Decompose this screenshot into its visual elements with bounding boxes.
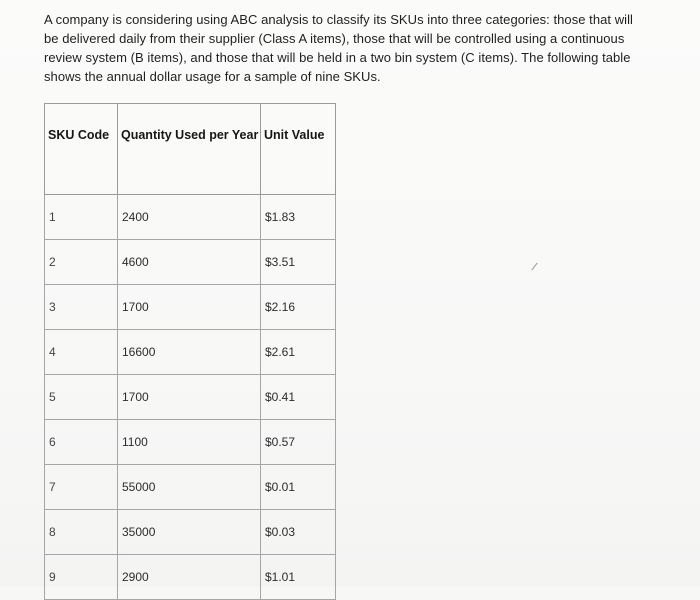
unit-value-cell: $0.03 <box>261 510 336 555</box>
table-body <box>45 195 336 600</box>
quantity-cell: 2900 <box>118 555 261 600</box>
unit-value-cell: $2.61 <box>261 330 336 375</box>
table-row <box>45 285 336 330</box>
quantity-cell: 1100 <box>118 420 261 465</box>
sku-code-cell: 7 <box>45 465 118 510</box>
unit-value-cell: $0.57 <box>261 420 336 465</box>
table-row <box>45 240 336 285</box>
header-sku-code: SKU Code <box>45 104 118 195</box>
header-quantity: Quantity Used per Year <box>118 104 261 195</box>
header-row <box>45 104 336 195</box>
question-text: A company is considering using ABC analysis to classify its SKUs into three categories: those that will be delivered daily from their supplier (Class A items), those that will be controlled using a continuous review system (B items), and those that will be held in a two bin system (C items). The following table shows the annual dollar usage for a sample of nine SKUs. <box>44 12 633 84</box>
sku-code-cell: 3 <box>45 285 118 330</box>
unit-value-cell: $0.41 <box>261 375 336 420</box>
quantity-cell: 1700 <box>118 285 261 330</box>
table-row <box>45 330 336 375</box>
table-row <box>45 375 336 420</box>
sku-code-cell: 2 <box>45 240 118 285</box>
sku-code-cell: 5 <box>45 375 118 420</box>
table-row <box>45 555 336 600</box>
sku-code-cell: 9 <box>45 555 118 600</box>
sku-table <box>44 103 336 600</box>
table-row <box>45 510 336 555</box>
quantity-cell: 16600 <box>118 330 261 375</box>
sku-code-cell: 4 <box>45 330 118 375</box>
stray-pen-mark <box>531 263 537 271</box>
unit-value-cell: $0.01 <box>261 465 336 510</box>
sku-table-container <box>44 103 336 600</box>
unit-value-cell: $2.16 <box>261 285 336 330</box>
table-header <box>45 104 336 195</box>
header-unit-value: Unit Value <box>261 104 336 195</box>
unit-value-cell: $1.01 <box>261 555 336 600</box>
table-row <box>45 195 336 240</box>
unit-value-cell: $1.83 <box>261 195 336 240</box>
sku-code-cell: 8 <box>45 510 118 555</box>
quantity-cell: 35000 <box>118 510 261 555</box>
table-row <box>45 420 336 465</box>
quantity-cell: 4600 <box>118 240 261 285</box>
quantity-cell: 55000 <box>118 465 261 510</box>
sku-code-cell: 1 <box>45 195 118 240</box>
quantity-cell: 1700 <box>118 375 261 420</box>
quantity-cell: 2400 <box>118 195 261 240</box>
sku-code-cell: 6 <box>45 420 118 465</box>
unit-value-cell: $3.51 <box>261 240 336 285</box>
table-row <box>45 465 336 510</box>
